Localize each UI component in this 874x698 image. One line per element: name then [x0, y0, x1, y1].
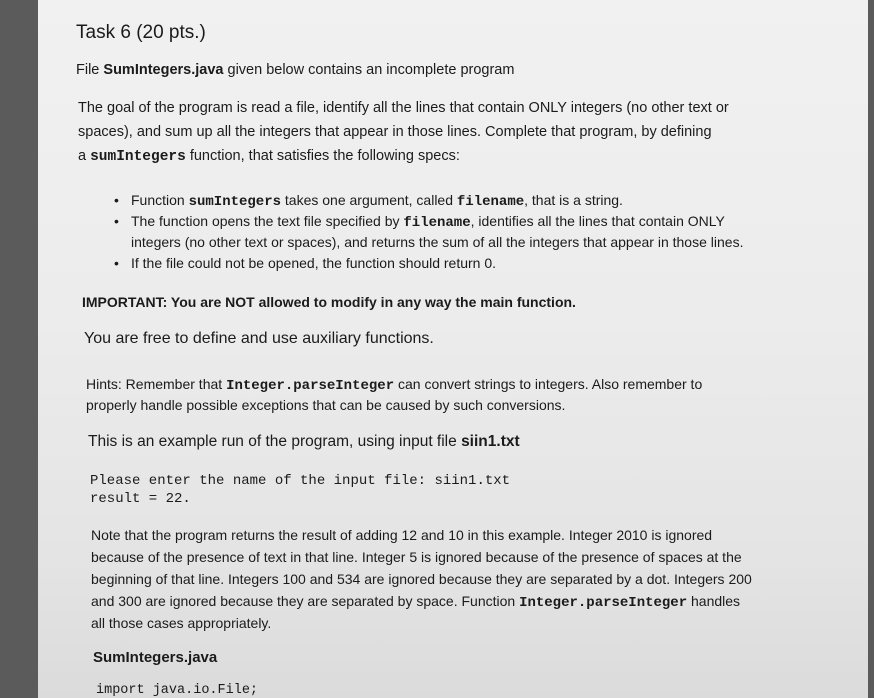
document-page — [38, 0, 868, 698]
note-line-1: Note that the program returns the result of adding 12 and 10 in this example. Integer 2010 is ignored — [91, 527, 713, 543]
example-file: siin1.txt — [461, 433, 520, 450]
goal-line-2: spaces), and sum up all the integers that appear in those lines. Complete that program, by defining — [78, 124, 712, 140]
source-first-line: import java.io.File; — [96, 683, 259, 698]
note-line-4: and 300 are ignored because they are separated by space. Function Integer.parseInteger handles — [91, 593, 741, 611]
important-note: IMPORTANT: You are NOT allowed to modify in any way the main function. — [82, 294, 576, 310]
note-line-3: beginning of that line. Integers 100 and 534 are ignored because they are separated by a dot. Integers 200 — [91, 571, 752, 587]
hints-line-1: Hints: Remember that Integer.parseInteger can convert strings to integers. Also remember to — [86, 376, 703, 394]
goal-code: sumIntegers — [90, 149, 186, 165]
intro-text: File SumIntegers.java given below contains an incomplete program — [76, 62, 515, 78]
bullet-marker: • — [114, 255, 119, 271]
example-heading: This is an example run of the program, using input file siin1.txt — [88, 433, 520, 450]
goal-line-3: a sumIntegers function, that satisfies the following specs: — [78, 148, 460, 165]
bullet-item: The function opens the text file specified by filename, identifies all the lines that contain ONLY — [131, 213, 725, 231]
intro-filename: SumIntegers.java — [103, 62, 224, 78]
note-line-5: all those cases appropriately. — [91, 615, 272, 631]
bullet-marker: • — [114, 213, 119, 229]
auxiliary-note: You are free to define and use auxiliary functions. — [84, 330, 434, 347]
note-line-2: because of the presence of text in that line. Integer 5 is ignored because of the presence of spaces at the — [91, 549, 742, 565]
source-heading: SumIntegers.java — [93, 649, 218, 666]
bullet-item: Function sumIntegers takes one argument, called filename, that is a string. — [131, 192, 623, 210]
hints-line-2: properly handle possible exceptions that can be caused by such conversions. — [86, 397, 566, 413]
run-line: Please enter the name of the input file: siin1.txt — [90, 473, 511, 489]
bullet-marker: • — [114, 192, 119, 208]
bullet-item: If the file could not be opened, the function should return 0. — [131, 255, 497, 271]
task-title: Task 6 (20 pts.) — [76, 22, 206, 43]
bullet-item-continuation: integers (no other text or spaces), and returns the sum of all the integers that appear in those lines. — [131, 234, 744, 250]
goal-line-1: The goal of the program is read a file, identify all the lines that contain ONLY integers (no other text or — [78, 100, 729, 116]
run-line: result = 22. — [90, 491, 191, 507]
